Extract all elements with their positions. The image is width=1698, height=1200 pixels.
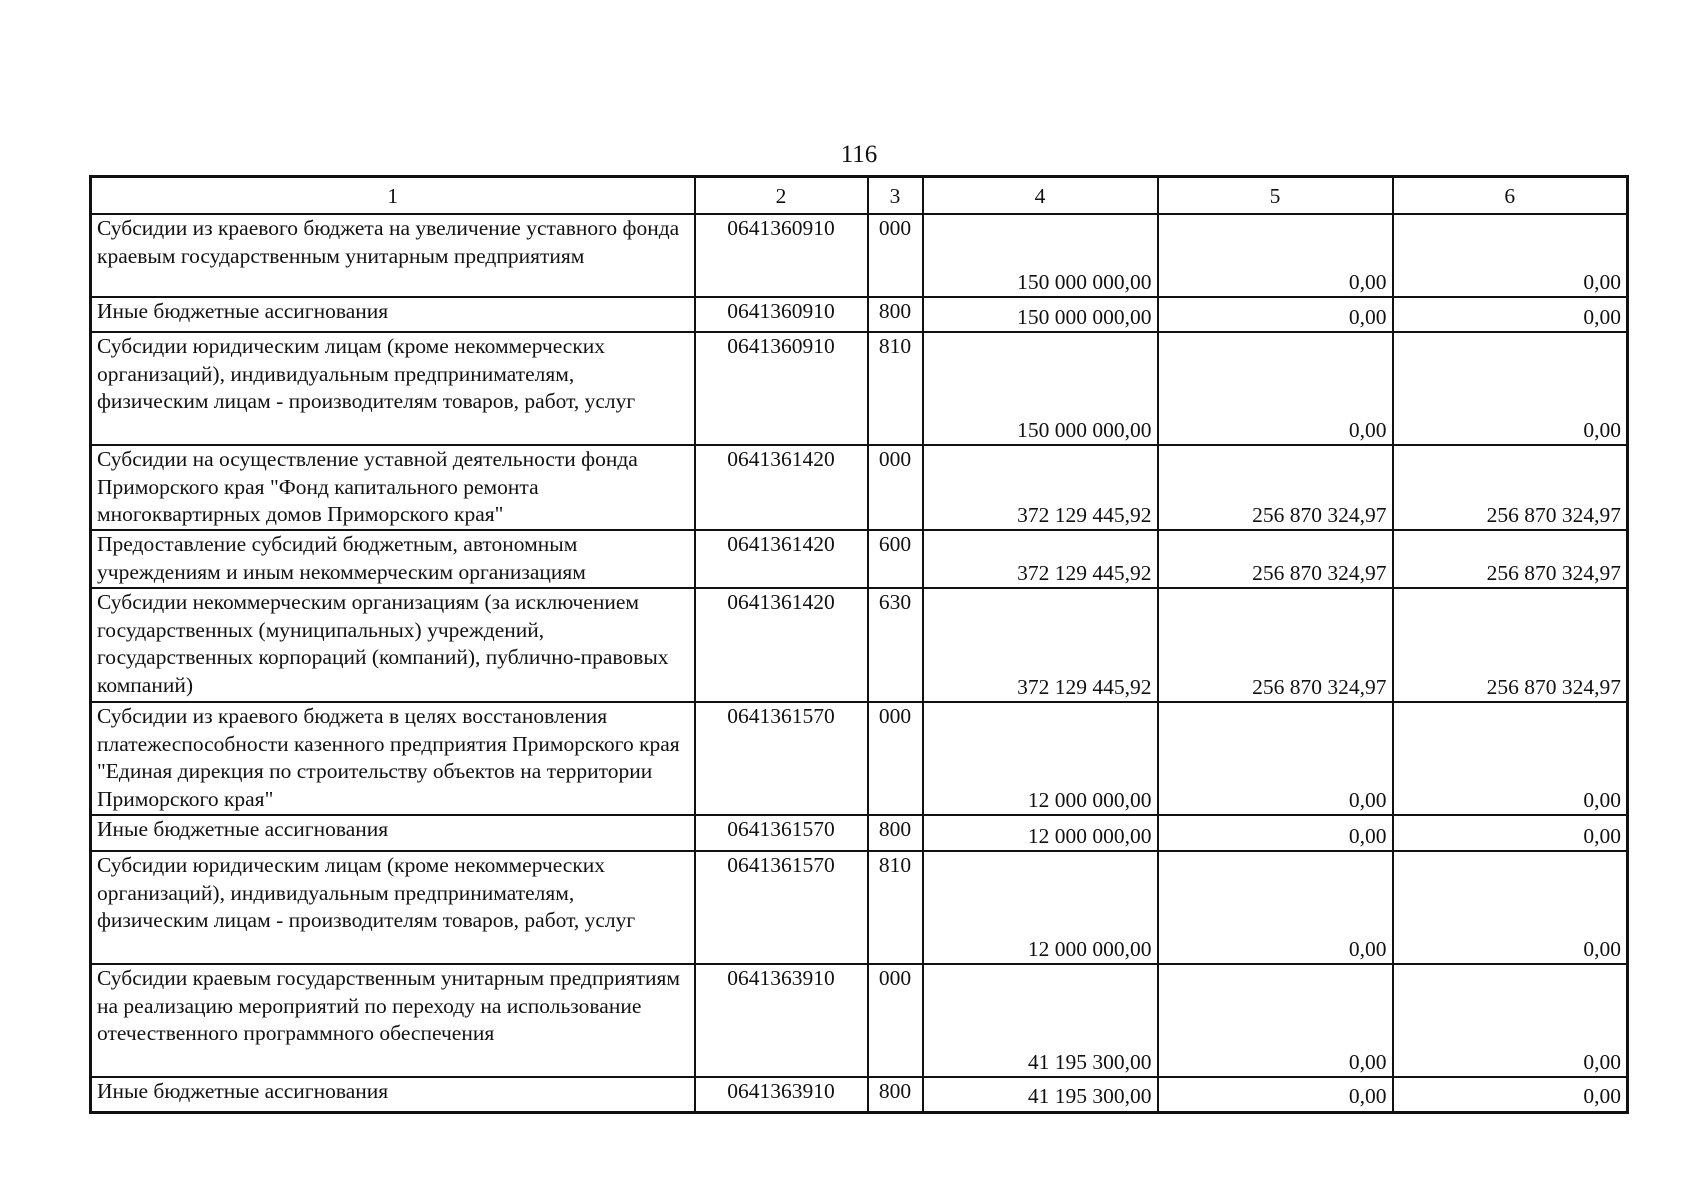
row-amount-5: 256 870 324,97 bbox=[1158, 530, 1393, 588]
row-amount-5: 0,00 bbox=[1158, 851, 1393, 964]
row-amount-6: 256 870 324,97 bbox=[1393, 445, 1628, 530]
row-amount-5: 0,00 bbox=[1158, 332, 1393, 445]
row-amount-4: 372 129 445,92 bbox=[923, 445, 1158, 530]
row-amount-6: 0,00 bbox=[1393, 815, 1628, 851]
row-kind: 810 bbox=[868, 332, 923, 445]
row-amount-6: 0,00 bbox=[1393, 851, 1628, 964]
row-name: Субсидии краевым государственным унитарным предприятиям на реализацию мероприятий по переходу на использование отечественного программного обеспечения bbox=[91, 964, 695, 1077]
row-amount-4: 12 000 000,00 bbox=[923, 815, 1158, 851]
table-row bbox=[91, 297, 1628, 332]
row-name: Субсидии некоммерческим организациям (за исключением государственных (муниципальных) учреждений, государственных корпораций (компаний), публично-правовых компаний) bbox=[91, 588, 695, 702]
row-name: Иные бюджетные ассигнования bbox=[91, 297, 695, 332]
table-row bbox=[91, 964, 1628, 1077]
row-amount-6: 256 870 324,97 bbox=[1393, 588, 1628, 702]
budget-allocation-table bbox=[89, 175, 1629, 1114]
table-row bbox=[91, 851, 1628, 964]
row-amount-6: 256 870 324,97 bbox=[1393, 530, 1628, 588]
row-amount-6: 0,00 bbox=[1393, 332, 1628, 445]
row-code: 0641361420 bbox=[695, 530, 868, 588]
header-cell-3: 3 bbox=[868, 177, 923, 215]
header-cell-6: 6 bbox=[1393, 177, 1628, 215]
row-amount-5: 256 870 324,97 bbox=[1158, 588, 1393, 702]
row-kind: 000 bbox=[868, 445, 923, 530]
row-code: 0641360910 bbox=[695, 214, 868, 297]
row-name: Субсидии на осуществление уставной деятельности фонда Приморского края "Фонд капитального ремонта многоквартирных домов Приморского края" bbox=[91, 445, 695, 530]
row-code: 0641361420 bbox=[695, 445, 868, 530]
row-kind: 810 bbox=[868, 851, 923, 964]
row-amount-5: 0,00 bbox=[1158, 1077, 1393, 1112]
header-cell-5: 5 bbox=[1158, 177, 1393, 215]
header-row bbox=[91, 177, 1628, 215]
table-row bbox=[91, 530, 1628, 588]
row-code: 0641361420 bbox=[695, 588, 868, 702]
row-name: Субсидии из краевого бюджета в целях восстановления платежеспособности казенного предприятия Приморского края "Единая дирекция по строительству объектов на территории Приморского края" bbox=[91, 702, 695, 815]
row-name: Субсидии юридическим лицам (кроме некоммерческих организаций), индивидуальным предпринимателям, физическим лицам - производителям товаров, работ, услуг bbox=[91, 332, 695, 445]
row-amount-6: 0,00 bbox=[1393, 1077, 1628, 1112]
row-code: 0641361570 bbox=[695, 815, 868, 851]
row-amount-4: 41 195 300,00 bbox=[923, 1077, 1158, 1112]
row-amount-6: 0,00 bbox=[1393, 702, 1628, 815]
row-name: Иные бюджетные ассигнования bbox=[91, 1077, 695, 1112]
row-amount-6: 0,00 bbox=[1393, 964, 1628, 1077]
table-row bbox=[91, 445, 1628, 530]
header-cell-1: 1 bbox=[91, 177, 695, 215]
row-amount-6: 0,00 bbox=[1393, 297, 1628, 332]
table-row bbox=[91, 702, 1628, 815]
row-kind: 000 bbox=[868, 964, 923, 1077]
row-name: Предоставление субсидий бюджетным, автономным учреждениям и иным некоммерческим организациям bbox=[91, 530, 695, 588]
table-row bbox=[91, 815, 1628, 851]
row-kind: 800 bbox=[868, 815, 923, 851]
table-row bbox=[91, 588, 1628, 702]
table-row bbox=[91, 332, 1628, 445]
row-amount-5: 0,00 bbox=[1158, 297, 1393, 332]
row-code: 0641360910 bbox=[695, 297, 868, 332]
table-row bbox=[91, 214, 1628, 297]
row-name: Субсидии из краевого бюджета на увеличение уставного фонда краевым государственным унитарным предприятиям bbox=[91, 214, 695, 297]
row-code: 0641361570 bbox=[695, 702, 868, 815]
row-code: 0641363910 bbox=[695, 964, 868, 1077]
row-code: 0641360910 bbox=[695, 332, 868, 445]
row-amount-5: 0,00 bbox=[1158, 815, 1393, 851]
row-amount-5: 256 870 324,97 bbox=[1158, 445, 1393, 530]
row-amount-4: 372 129 445,92 bbox=[923, 530, 1158, 588]
row-amount-4: 12 000 000,00 bbox=[923, 851, 1158, 964]
row-kind: 000 bbox=[868, 214, 923, 297]
row-kind: 630 bbox=[868, 588, 923, 702]
page-number: 116 bbox=[840, 141, 878, 168]
row-amount-4: 150 000 000,00 bbox=[923, 297, 1158, 332]
row-name: Субсидии юридическим лицам (кроме некоммерческих организаций), индивидуальным предпринимателям, физическим лицам - производителям товаров, работ, услуг bbox=[91, 851, 695, 964]
header-cell-4: 4 bbox=[923, 177, 1158, 215]
row-code: 0641361570 bbox=[695, 851, 868, 964]
row-amount-5: 0,00 bbox=[1158, 964, 1393, 1077]
row-amount-4: 150 000 000,00 bbox=[923, 214, 1158, 297]
row-amount-5: 0,00 bbox=[1158, 214, 1393, 297]
row-amount-4: 41 195 300,00 bbox=[923, 964, 1158, 1077]
table-row bbox=[91, 1077, 1628, 1112]
row-kind: 600 bbox=[868, 530, 923, 588]
row-name: Иные бюджетные ассигнования bbox=[91, 815, 695, 851]
row-amount-6: 0,00 bbox=[1393, 214, 1628, 297]
row-amount-4: 372 129 445,92 bbox=[923, 588, 1158, 702]
row-kind: 000 bbox=[868, 702, 923, 815]
header-cell-2: 2 bbox=[695, 177, 868, 215]
row-amount-4: 12 000 000,00 bbox=[923, 702, 1158, 815]
row-amount-4: 150 000 000,00 bbox=[923, 332, 1158, 445]
row-code: 0641363910 bbox=[695, 1077, 868, 1112]
row-kind: 800 bbox=[868, 297, 923, 332]
row-amount-5: 0,00 bbox=[1158, 702, 1393, 815]
row-kind: 800 bbox=[868, 1077, 923, 1112]
